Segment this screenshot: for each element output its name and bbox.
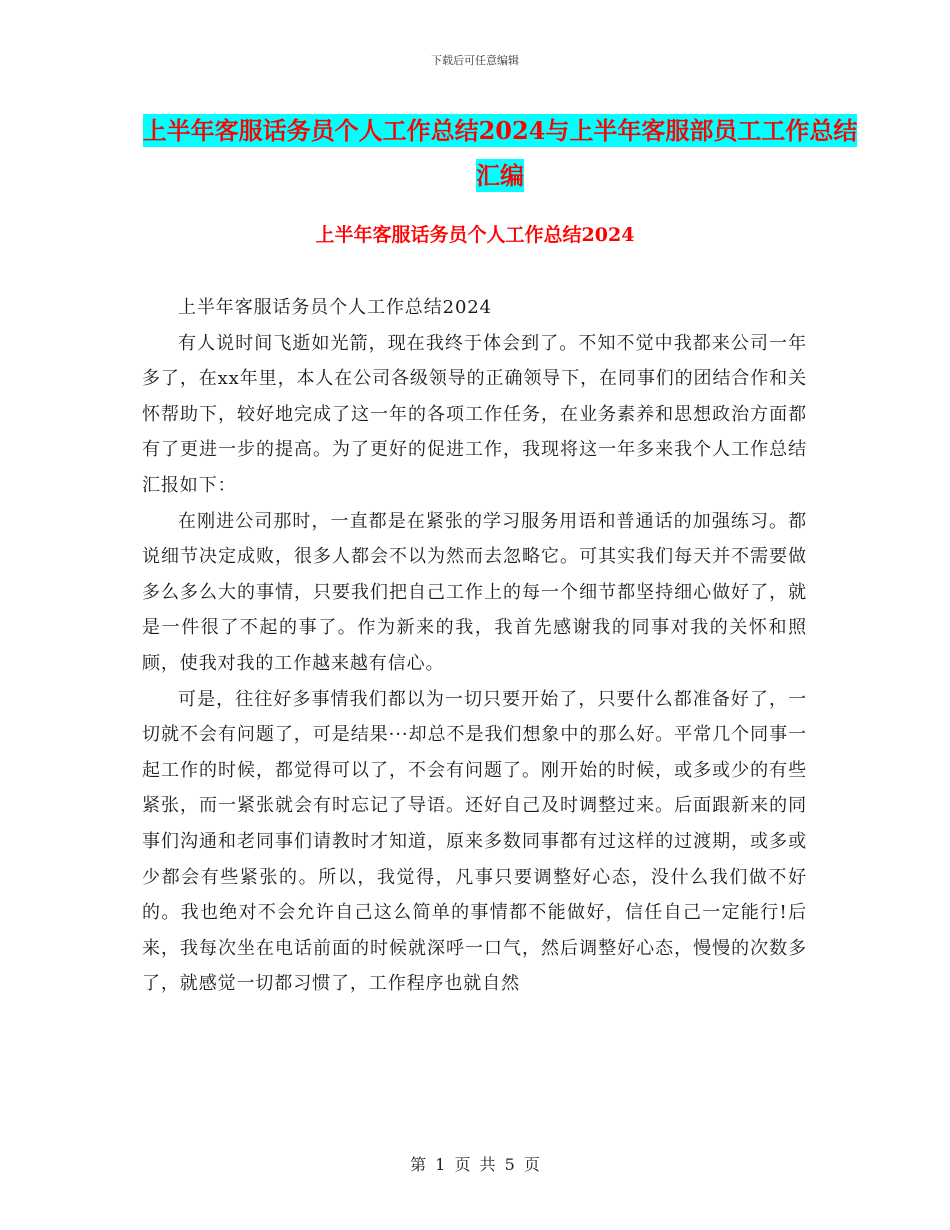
document-body: [142, 290, 807, 1002]
section-title: 上半年客服话务员个人工作总结2024: [315, 224, 635, 246]
paragraph-4: 可是，往往好多事情我们都以为一切只要开始了，只要什么都准备好了，一切就不会有问题了，可是结果···却总不是我们想象中的那么好。平常几个同事一起工作的时候，都觉得可以了，不会有问题了。刚开始的时候，或多或少的有些紧张，而一紧张就会有时忘记了导语。还好自己及时调整过来。后面跟新来的同事们沟通和老同事们请教时才知道，原来多数同事都有过这样的过渡期，或多或少都会有些紧张的。所以，我觉得，凡事只要调整好心态，没什么我们做不好的。我也绝对不会允许自己这么简单的事情都不能做好，信任自己一定能行!后来，我每次坐在电话前面的时候就深呼一口气，然后调整好心态，慢慢的次数多了，就感觉一切都习惯了，工作程序也就自然: [142, 688, 807, 995]
document-title: [140, 108, 860, 198]
paragraph-2: 有人说时间飞逝如光箭，现在我终于体会到了。不知不觉中我都来公司一年多了，在xx年里，本人在公司各级领导的正确领导下，在同事们的团结合作和关怀帮助下，较好地完成了这一年的各项工作任务，在业务素养和思想政治方面都有了更进一步的提高。为了更好的促进工作，我现将这一年多来我个人工作总结汇报如下：: [142, 332, 807, 496]
page-header-note: 下载后可任意编辑: [431, 54, 519, 67]
page-footer-number: 第 1 页 共 5 页: [410, 1155, 540, 1174]
document-title-text: 上半年客服话务员个人工作总结2024与上半年客服部员工工作总结汇编: [142, 116, 858, 190]
paragraph-3: 在刚进公司那时，一直都是在紧张的学习服务用语和普通话的加强练习。都说细节决定成败，很多人都会不以为然而去忽略它。可其实我们每天并不需要做多么多么大的事情，只要我们把自己工作上的每一个细节都坚持细心做好了，就是一件很了不起的事了。作为新来的我，我首先感谢我的同事对我的关怀和照顾，使我对我的工作越来越有信心。: [142, 510, 807, 674]
paragraph-1: 上半年客服话务员个人工作总结2024: [178, 297, 493, 318]
